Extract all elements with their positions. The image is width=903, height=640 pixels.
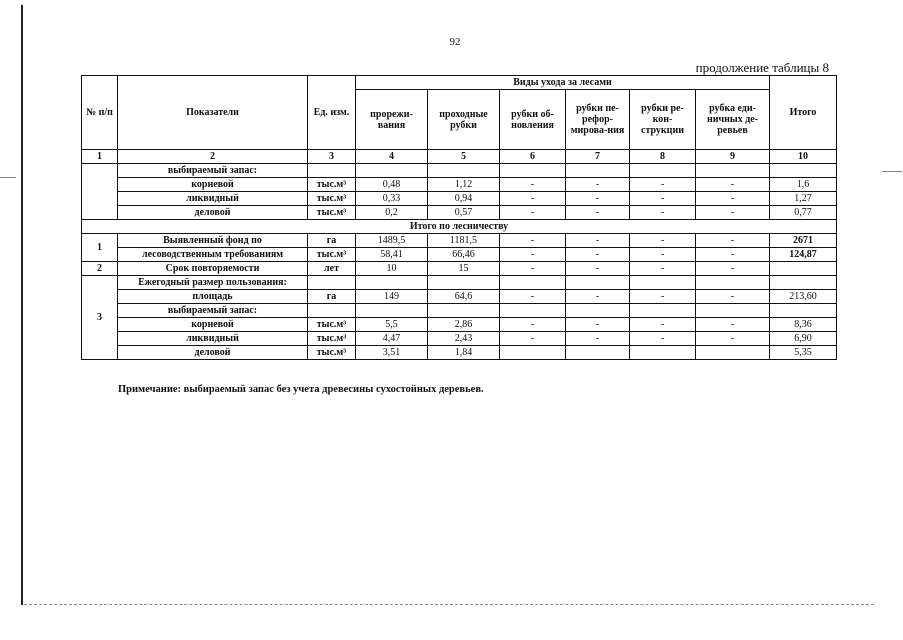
total-cell: 8,36	[770, 318, 837, 332]
value-cell: 15	[428, 262, 500, 276]
value-cell: -	[630, 248, 696, 262]
column-number: 3	[308, 150, 356, 164]
value-cell	[566, 346, 630, 360]
table-row	[82, 262, 837, 276]
scan-mark-right	[882, 171, 902, 172]
header-total: Итого	[770, 76, 837, 150]
header-num: № п/п	[82, 76, 118, 150]
indicator-name: деловой	[118, 206, 308, 220]
table-row	[82, 332, 837, 346]
cell	[356, 276, 428, 290]
header-col: рубки пе-рефор-мирова-ния	[566, 90, 630, 150]
total-cell: 1,6	[770, 178, 837, 192]
value-cell: 3,51	[356, 346, 428, 360]
cell	[308, 304, 356, 318]
value-cell: 0,48	[356, 178, 428, 192]
value-cell: -	[566, 318, 630, 332]
value-cell	[696, 346, 770, 360]
indicator-name: ликвидный	[118, 332, 308, 346]
value-cell: 1,12	[428, 178, 500, 192]
cell	[428, 164, 500, 178]
value-cell: -	[696, 192, 770, 206]
indicator-name: лесоводственным требованиям	[118, 248, 308, 262]
header-unit: Ед. изм.	[308, 76, 356, 150]
total-cell: 1,27	[770, 192, 837, 206]
value-cell: -	[696, 178, 770, 192]
row-number: 3	[82, 276, 118, 360]
cell	[630, 304, 696, 318]
table-row	[82, 304, 837, 318]
indicator-name: корневой	[118, 178, 308, 192]
value-cell: 10	[356, 262, 428, 276]
value-cell: 0,94	[428, 192, 500, 206]
total-cell: 2671	[770, 234, 837, 248]
scan-bottom-edge	[24, 604, 874, 605]
value-cell: -	[500, 178, 566, 192]
header-col: рубка еди-ничных де-ревьев	[696, 90, 770, 150]
section-row	[82, 220, 837, 234]
table-row	[82, 248, 837, 262]
value-cell: -	[500, 332, 566, 346]
value-cell: -	[500, 262, 566, 276]
table-row	[82, 318, 837, 332]
value-cell: -	[566, 290, 630, 304]
header-col: прорежи-вания	[356, 90, 428, 150]
column-number: 6	[500, 150, 566, 164]
column-number: 8	[630, 150, 696, 164]
total-cell	[770, 262, 837, 276]
cell	[308, 164, 356, 178]
value-cell: 5,5	[356, 318, 428, 332]
total-cell: 6,90	[770, 332, 837, 346]
unit-cell: тыс.м³	[308, 318, 356, 332]
value-cell: 2,43	[428, 332, 500, 346]
cell	[500, 276, 566, 290]
cell	[566, 304, 630, 318]
value-cell: 66,46	[428, 248, 500, 262]
indicator-name: ликвидный	[118, 192, 308, 206]
table-caption: продолжение таблицы 8	[695, 60, 829, 75]
table-row	[82, 290, 837, 304]
cell	[500, 304, 566, 318]
value-cell: -	[500, 248, 566, 262]
unit-cell: тыс.м³	[308, 332, 356, 346]
value-cell: -	[630, 318, 696, 332]
value-cell: 0,57	[428, 206, 500, 220]
unit-cell: тыс.м³	[308, 206, 356, 220]
cell	[566, 276, 630, 290]
group-label: выбираемый запас:	[118, 164, 308, 178]
row-number: 1	[82, 234, 118, 262]
total-cell: 124,87	[770, 248, 837, 262]
value-cell: -	[696, 262, 770, 276]
value-cell: 4,47	[356, 332, 428, 346]
header-col: проходные рубки	[428, 90, 500, 150]
column-number: 9	[696, 150, 770, 164]
value-cell	[630, 346, 696, 360]
cell	[428, 304, 500, 318]
value-cell: -	[566, 206, 630, 220]
value-cell: 58,41	[356, 248, 428, 262]
value-cell: 2,86	[428, 318, 500, 332]
value-cell: -	[566, 178, 630, 192]
value-cell: 1489,5	[356, 234, 428, 248]
table-row	[82, 234, 837, 248]
cell	[356, 164, 428, 178]
unit-cell: тыс.м³	[308, 192, 356, 206]
unit-cell: тыс.м³	[308, 248, 356, 262]
group-label: выбираемый запас:	[118, 304, 308, 318]
indicator-name: Срок повторяемости	[118, 262, 308, 276]
unit-cell: тыс.м³	[308, 178, 356, 192]
value-cell: -	[500, 318, 566, 332]
value-cell: -	[630, 234, 696, 248]
column-number: 10	[770, 150, 837, 164]
value-cell: -	[566, 262, 630, 276]
value-cell: -	[566, 234, 630, 248]
value-cell: -	[500, 206, 566, 220]
cell	[566, 164, 630, 178]
indicator-name: площадь	[118, 290, 308, 304]
header-col: рубки ре-кон-струкции	[630, 90, 696, 150]
value-cell: -	[696, 234, 770, 248]
cell	[770, 164, 837, 178]
value-cell: -	[630, 262, 696, 276]
value-cell: -	[500, 192, 566, 206]
page-number: 92	[449, 36, 461, 48]
total-cell: 0,77	[770, 206, 837, 220]
value-cell: -	[566, 192, 630, 206]
value-cell: 1181,5	[428, 234, 500, 248]
value-cell: -	[630, 206, 696, 220]
header-indicators: Показатели	[118, 76, 308, 150]
value-cell: -	[696, 248, 770, 262]
header-row-top	[82, 76, 837, 90]
cell	[770, 304, 837, 318]
section-title: Итого по лесничеству	[82, 220, 837, 234]
forest-care-table	[81, 75, 837, 360]
value-cell	[500, 346, 566, 360]
value-cell: -	[696, 332, 770, 346]
cell	[356, 304, 428, 318]
cell	[770, 276, 837, 290]
cell	[696, 276, 770, 290]
indicator-name: деловой	[118, 346, 308, 360]
value-cell: -	[630, 192, 696, 206]
unit-cell: лет	[308, 262, 356, 276]
cell	[630, 164, 696, 178]
cell	[696, 304, 770, 318]
column-number: 5	[428, 150, 500, 164]
scan-left-edge	[21, 5, 23, 605]
value-cell: -	[566, 332, 630, 346]
table-row	[82, 192, 837, 206]
column-number: 2	[118, 150, 308, 164]
value-cell: -	[696, 318, 770, 332]
value-cell: -	[500, 234, 566, 248]
group-label: Ежегодный размер пользования:	[118, 276, 308, 290]
cell	[696, 164, 770, 178]
column-number: 1	[82, 150, 118, 164]
header-care-types: Виды ухода за лесами	[356, 76, 770, 90]
value-cell: -	[500, 290, 566, 304]
column-number: 4	[356, 150, 428, 164]
value-cell: -	[630, 178, 696, 192]
unit-cell: га	[308, 234, 356, 248]
value-cell: -	[696, 290, 770, 304]
total-cell: 5,35	[770, 346, 837, 360]
value-cell: -	[630, 290, 696, 304]
row-number: 2	[82, 262, 118, 276]
value-cell: 1,84	[428, 346, 500, 360]
table-row	[82, 346, 837, 360]
indicator-name: корневой	[118, 318, 308, 332]
table-row	[82, 206, 837, 220]
scan-mark-left	[0, 177, 16, 178]
table-row	[82, 178, 837, 192]
value-cell: -	[696, 206, 770, 220]
column-number-row	[82, 150, 837, 164]
indicator-name: Выявленный фонд по	[118, 234, 308, 248]
value-cell: -	[630, 332, 696, 346]
cell	[428, 276, 500, 290]
value-cell: -	[566, 248, 630, 262]
table-row	[82, 164, 837, 178]
unit-cell: тыс.м³	[308, 346, 356, 360]
table-row	[82, 276, 837, 290]
value-cell: 64,6	[428, 290, 500, 304]
table-note: Примечание: выбираемый запас без учета древесины сухостойных деревьев.	[118, 384, 484, 395]
value-cell: 0,33	[356, 192, 428, 206]
row-number-cell	[82, 164, 118, 220]
header-col: рубки об-новления	[500, 90, 566, 150]
cell	[308, 276, 356, 290]
cell	[630, 276, 696, 290]
total-cell: 213,60	[770, 290, 837, 304]
value-cell: 0,2	[356, 206, 428, 220]
value-cell: 149	[356, 290, 428, 304]
cell	[500, 164, 566, 178]
column-number: 7	[566, 150, 630, 164]
unit-cell: га	[308, 290, 356, 304]
